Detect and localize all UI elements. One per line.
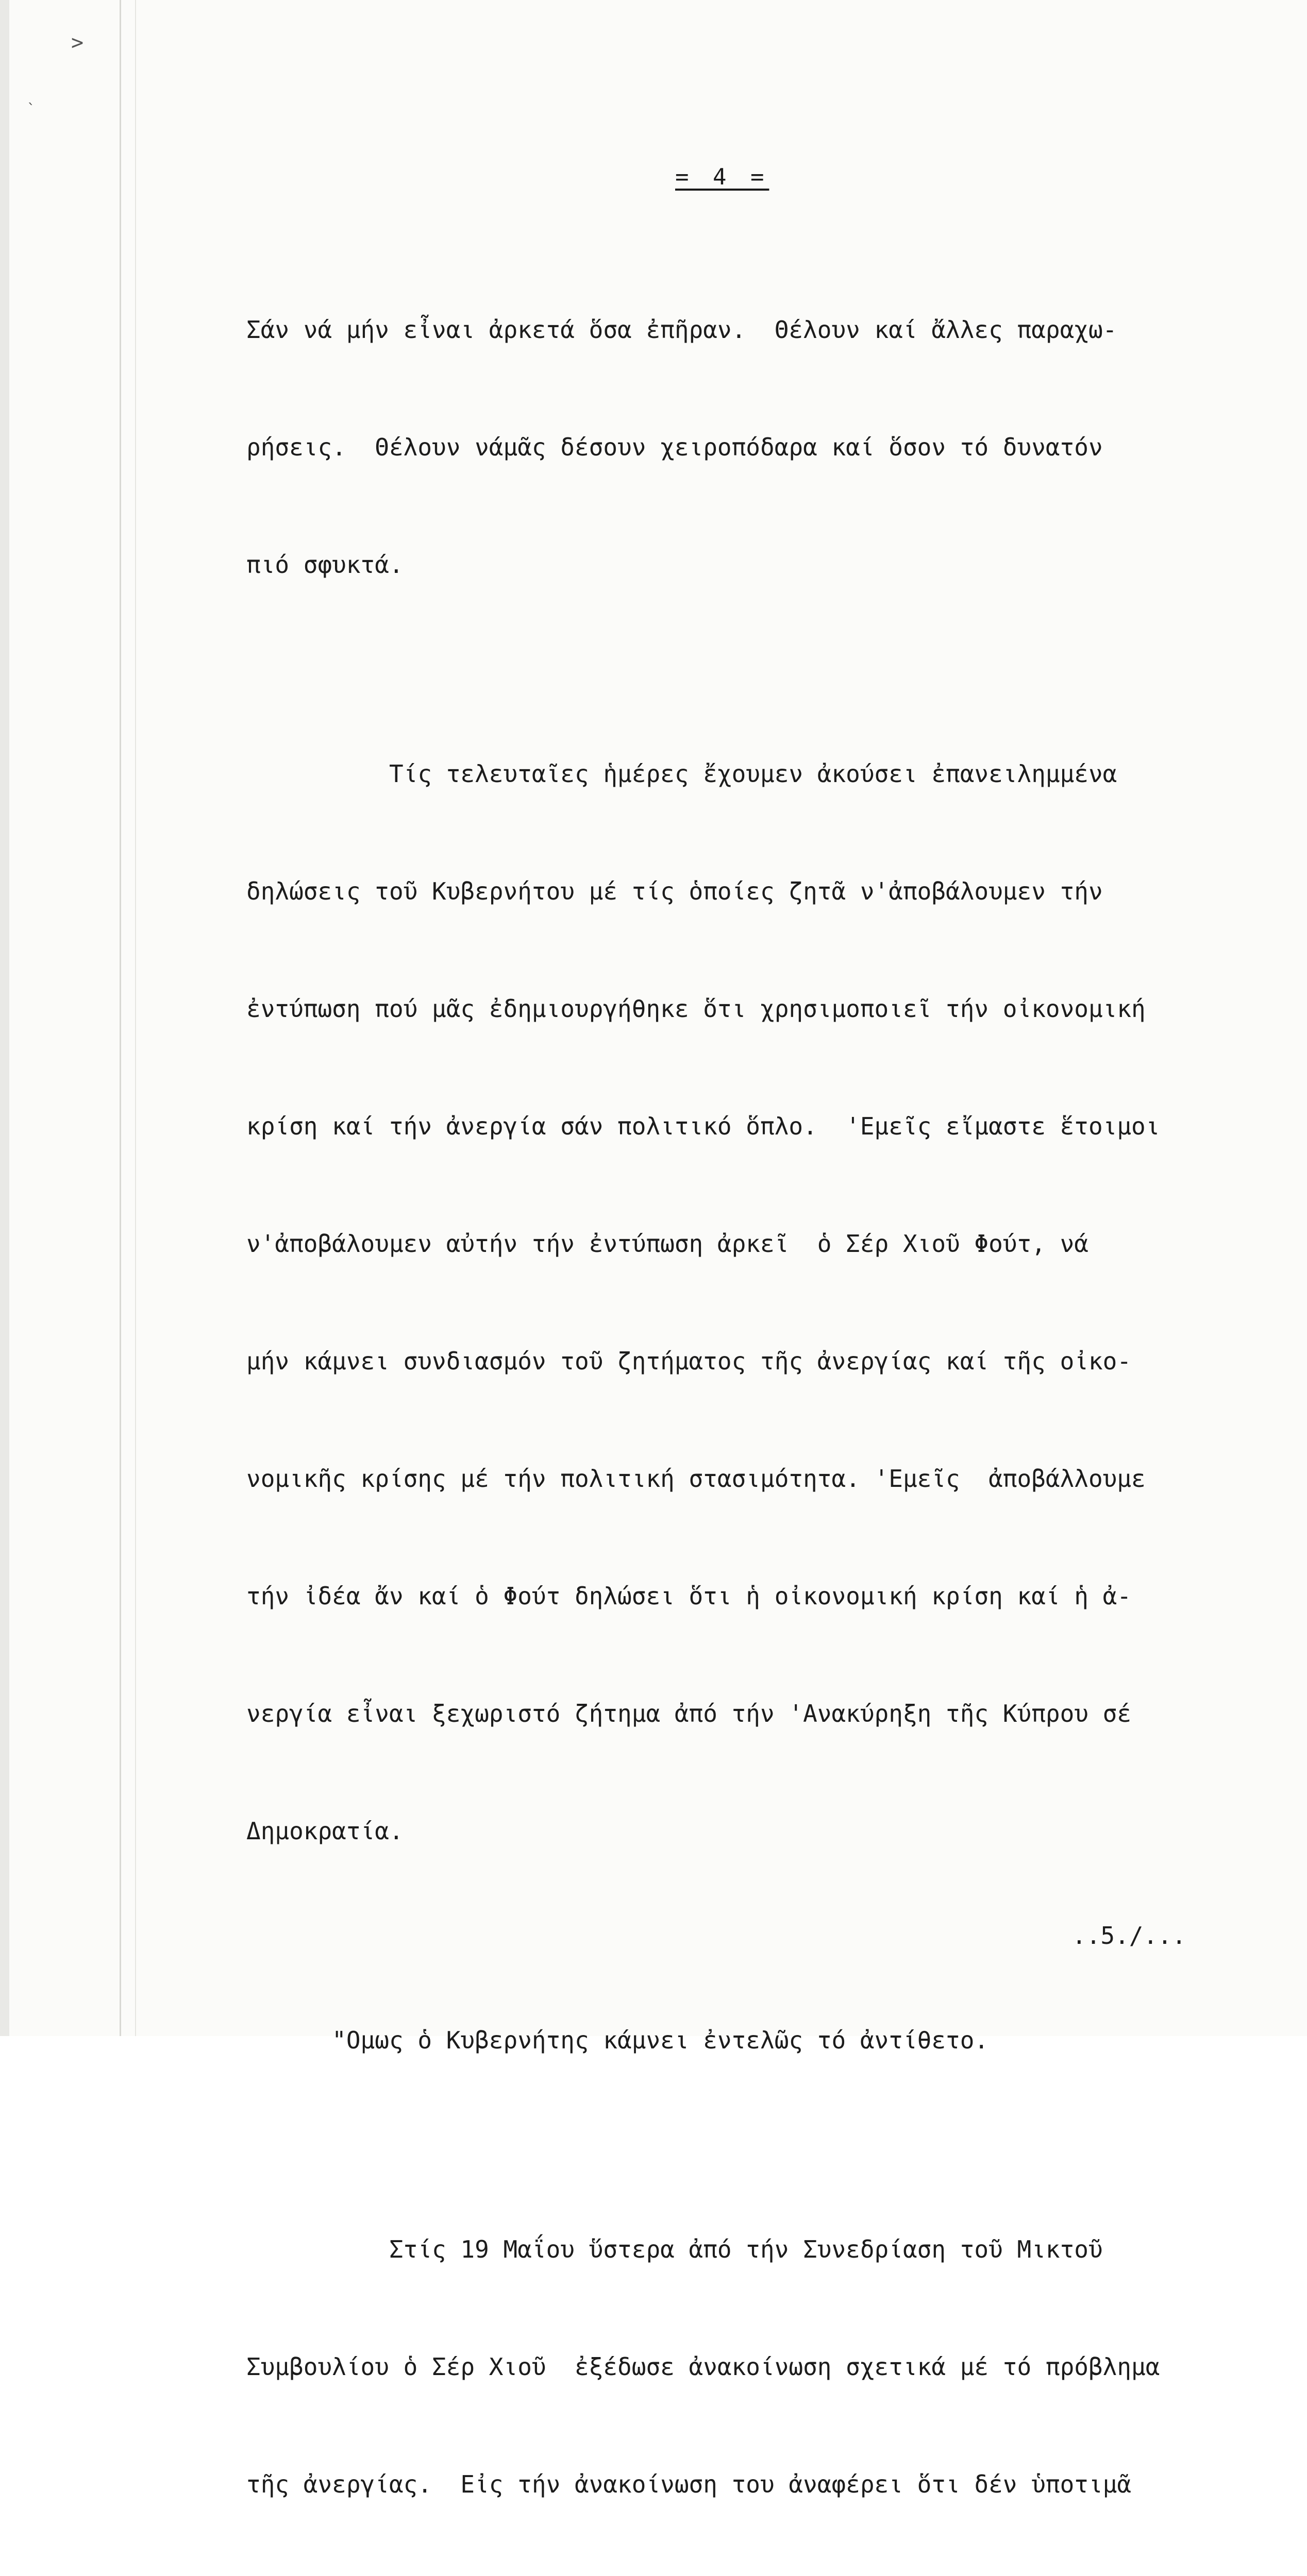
text-line: μήν κάμνει συνδιασμόν τοῦ ζητήματος τῆς ἀνεργίας καί τῆς οἰκο- bbox=[246, 1347, 1132, 1375]
text-line: ἐντύπωση πού μᾶς ἐδημιουργήθηκε ὅτι χρησιμοποιεῖ τήν οἰκονομική bbox=[246, 995, 1146, 1023]
paragraph bbox=[246, 232, 1262, 663]
text-line: τῆς ἀνεργίας. Εἰς τήν ἀνακοίνωση του ἀναφέρει ὅτι δέν ὑποτιμᾶ bbox=[246, 2470, 1132, 2498]
document-body bbox=[246, 232, 1262, 2576]
text-line: νομικῆς κρίσης μέ τήν πολιτική στασιμότητα. 'Εμεῖς ἀποβάλλουμε bbox=[246, 1465, 1146, 1493]
continuation-marker: ..5./... bbox=[1072, 1922, 1186, 1950]
fold-line bbox=[120, 0, 121, 2036]
text-line: τήν ἰδέα ἄν καί ὁ Φούτ δηλώσει ὅτι ἡ οἰκονομική κρίση καί ἡ ἀ- bbox=[246, 1582, 1132, 1610]
paragraph bbox=[246, 2151, 1262, 2576]
text-line: Στίς 19 Μαΐου ὕστερα ἀπό τήν Συνεδρίαση τοῦ Μικτοῦ bbox=[246, 2235, 1103, 2263]
margin-mark: > bbox=[71, 31, 84, 55]
fold-line bbox=[135, 0, 136, 2036]
page-edge bbox=[0, 0, 9, 2036]
text-line: Σάν νά μήν εἶναι ἀρκετά ὅσα ἐπῆραν. Θέλουν καί ἄλλες παραχω- bbox=[246, 316, 1117, 344]
margin-mark: ` bbox=[27, 100, 36, 117]
text-line: "Ομως ὁ Κυβερνήτης κάμνει ἐντελῶς τό ἀντίθετο. bbox=[246, 2026, 989, 2054]
text-line: Δημοκρατία. bbox=[246, 1817, 404, 1845]
page-number: = 4 = bbox=[675, 164, 769, 190]
paragraph bbox=[246, 1942, 1262, 2138]
text-line: ν'ἀποβάλουμεν αὐτήν τήν ἐντύπωση ἀρκεῖ ὁ Σέρ Χιοῦ Φούτ, νά bbox=[246, 1230, 1088, 1258]
paragraph bbox=[246, 676, 1262, 1929]
text-line: πιό σφυκτά. bbox=[246, 551, 404, 579]
text-line: Συμβουλίου ὁ Σέρ Χιοῦ ἐξέδωσε ἀνακοίνωση σχετικά μέ τό πρόβλημα bbox=[246, 2353, 1160, 2381]
text-line: νεργία εἶναι ξεχωριστό ζήτημα ἀπό τήν 'Ανακύρηξη τῆς Κύπρου σέ bbox=[246, 1700, 1132, 1727]
text-line: δηλώσεις τοῦ Κυβερνήτου μέ τίς ὁποίες ζητᾶ ν'ἀποβάλουμεν τήν bbox=[246, 877, 1103, 905]
text-line: ρήσεις. Θέλουν νάμᾶς δέσουν χειροπόδαρα καί ὅσον τό δυνατόν bbox=[246, 433, 1103, 461]
text-line: κρίση καί τήν ἀνεργία σάν πολιτικό ὅπλο. 'Εμεῖς εἴμαστε ἕτοιμοι bbox=[246, 1112, 1160, 1140]
text-line: Τίς τελευταῖες ἡμέρες ἔχουμεν ἀκούσει ἐπανειλημμένα bbox=[246, 760, 1117, 788]
